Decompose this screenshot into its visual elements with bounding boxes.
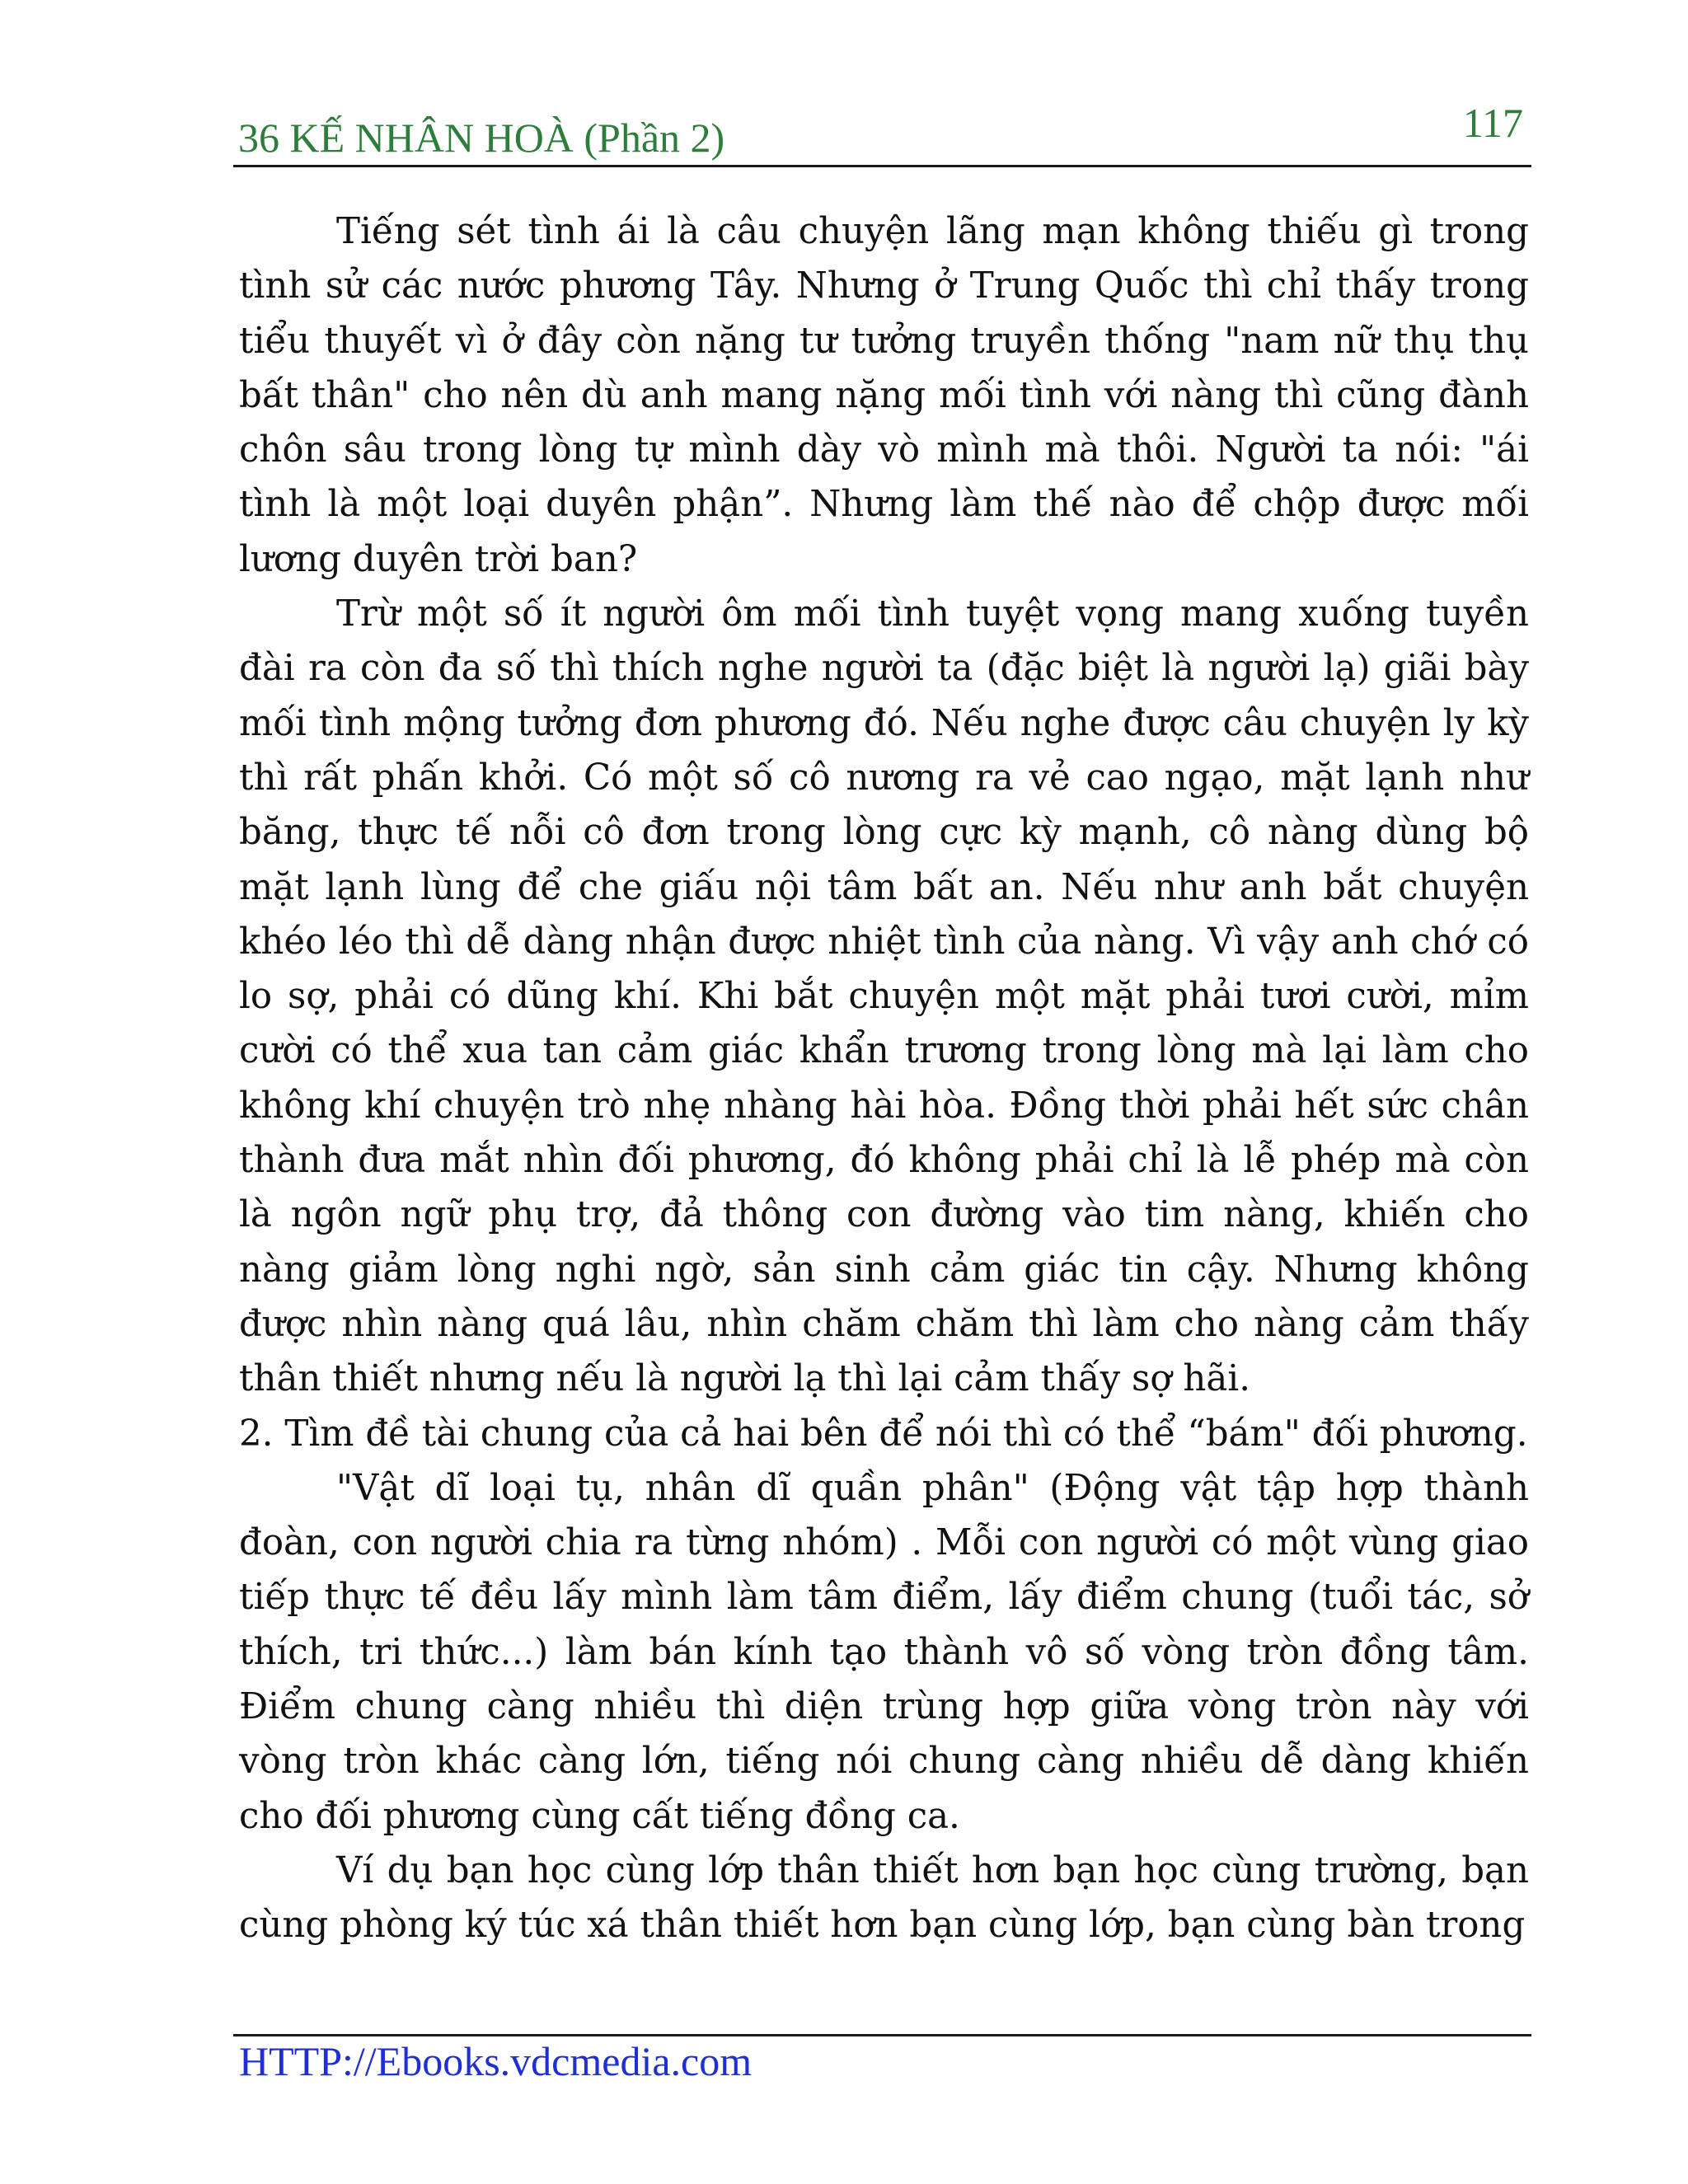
paragraph-1: Tiếng sét tình ái là câu chuyện lãng mạn không thiếu gì trong tình sử các nước phương Tây. Nhưng ở Trung Quốc thì chỉ thấy trong tiểu thuyết vì ở đây còn nặng tư tưởng truyền thống "nam nữ thụ thụ bất thân" cho nên dù anh mang nặng mối tình với nàng thì cũng đành chôn sâu trong lòng tự mình dày vò mình mà thôi. Người ta nói: "ái tình là một loại duyên phận”. Nhưng làm thế nào để chộp được mối lương duyên trời ban?: [239, 211, 1529, 580]
footer-divider: [233, 2034, 1531, 2036]
section-heading-2: 2. Tìm đề tài chung của cả hai bên để nói thì có thể “bám" đối phương.: [239, 1413, 1528, 1455]
footer-link[interactable]: HTTP://Ebooks.vdcmedia.com: [239, 2038, 753, 2084]
paragraph-3: "Vật dĩ loại tụ, nhân dĩ quần phân" (Động vật tập hợp thành đoàn, con người chia ra từng nhóm) . Mỗi con người có một vùng giao tiếp thực tế đều lấy mình làm tâm điểm, lấy điểm chung (tuổi tác, sở thích, tri thức...) làm bán kính tạo thành vô số vòng tròn đồng tâm. Điểm chung càng nhiều thì diện trùng hợp giữa vòng tròn này với vòng tròn khác càng lớn, tiếng nói chung càng nhiều dễ dàng khiến cho đối phương cùng cất tiếng đồng ca.: [239, 1467, 1529, 1837]
paragraph-4: Ví dụ bạn học cùng lớp thân thiết hơn bạn học cùng trường, bạn cùng phòng ký túc xá thân thiết hơn bạn cùng lớp, bạn cùng bàn trong: [239, 1849, 1529, 1947]
page-number: 117: [1462, 100, 1523, 146]
header-divider: [233, 165, 1531, 167]
body-text: [239, 204, 1529, 1953]
page-header: [233, 99, 1531, 165]
running-header-title: 36 KẾ NHÂN HOÀ (Phần 2): [238, 115, 725, 161]
paragraph-2: Trừ một số ít người ôm mối tình tuyệt vọng mang xuống tuyền đài ra còn đa số thì thích nghe người ta (đặc biệt là người lạ) giãi bày mối tình mộng tưởng đơn phương đó. Nếu nghe được câu chuyện ly kỳ thì rất phấn khởi. Có một số cô nương ra vẻ cao ngạo, mặt lạnh như băng, thực tế nỗi cô đơn trong lòng cực kỳ mạnh, cô nàng dùng bộ mặt lạnh lùng để che giấu nội tâm bất an. Nếu như anh bắt chuyện khéo léo thì dễ dàng nhận được nhiệt tình của nàng. Vì vậy anh chớ có lo sợ, phải có dũng khí. Khi bắt chuyện một mặt phải tươi cười, mỉm cười có thể xua tan cảm giác khẩn trương trong lòng mà lại làm cho không khí chuyện trò nhẹ nhàng hài hòa. Đồng thời phải hết sức chân thành đưa mắt nhìn đối phương, đó không phải chỉ là lễ phép mà còn là ngôn ngữ phụ trợ, đả thông con đường vào tim nàng, khiến cho nàng giảm lòng nghi ngờ, sản sinh cảm giác tin cậy. Nhưng không được nhìn nàng quá lâu, nhìn chăm chăm thì làm cho nàng cảm thấy thân thiết nhưng nếu là người lạ thì lại cảm thấy sợ hãi.: [239, 593, 1529, 1400]
